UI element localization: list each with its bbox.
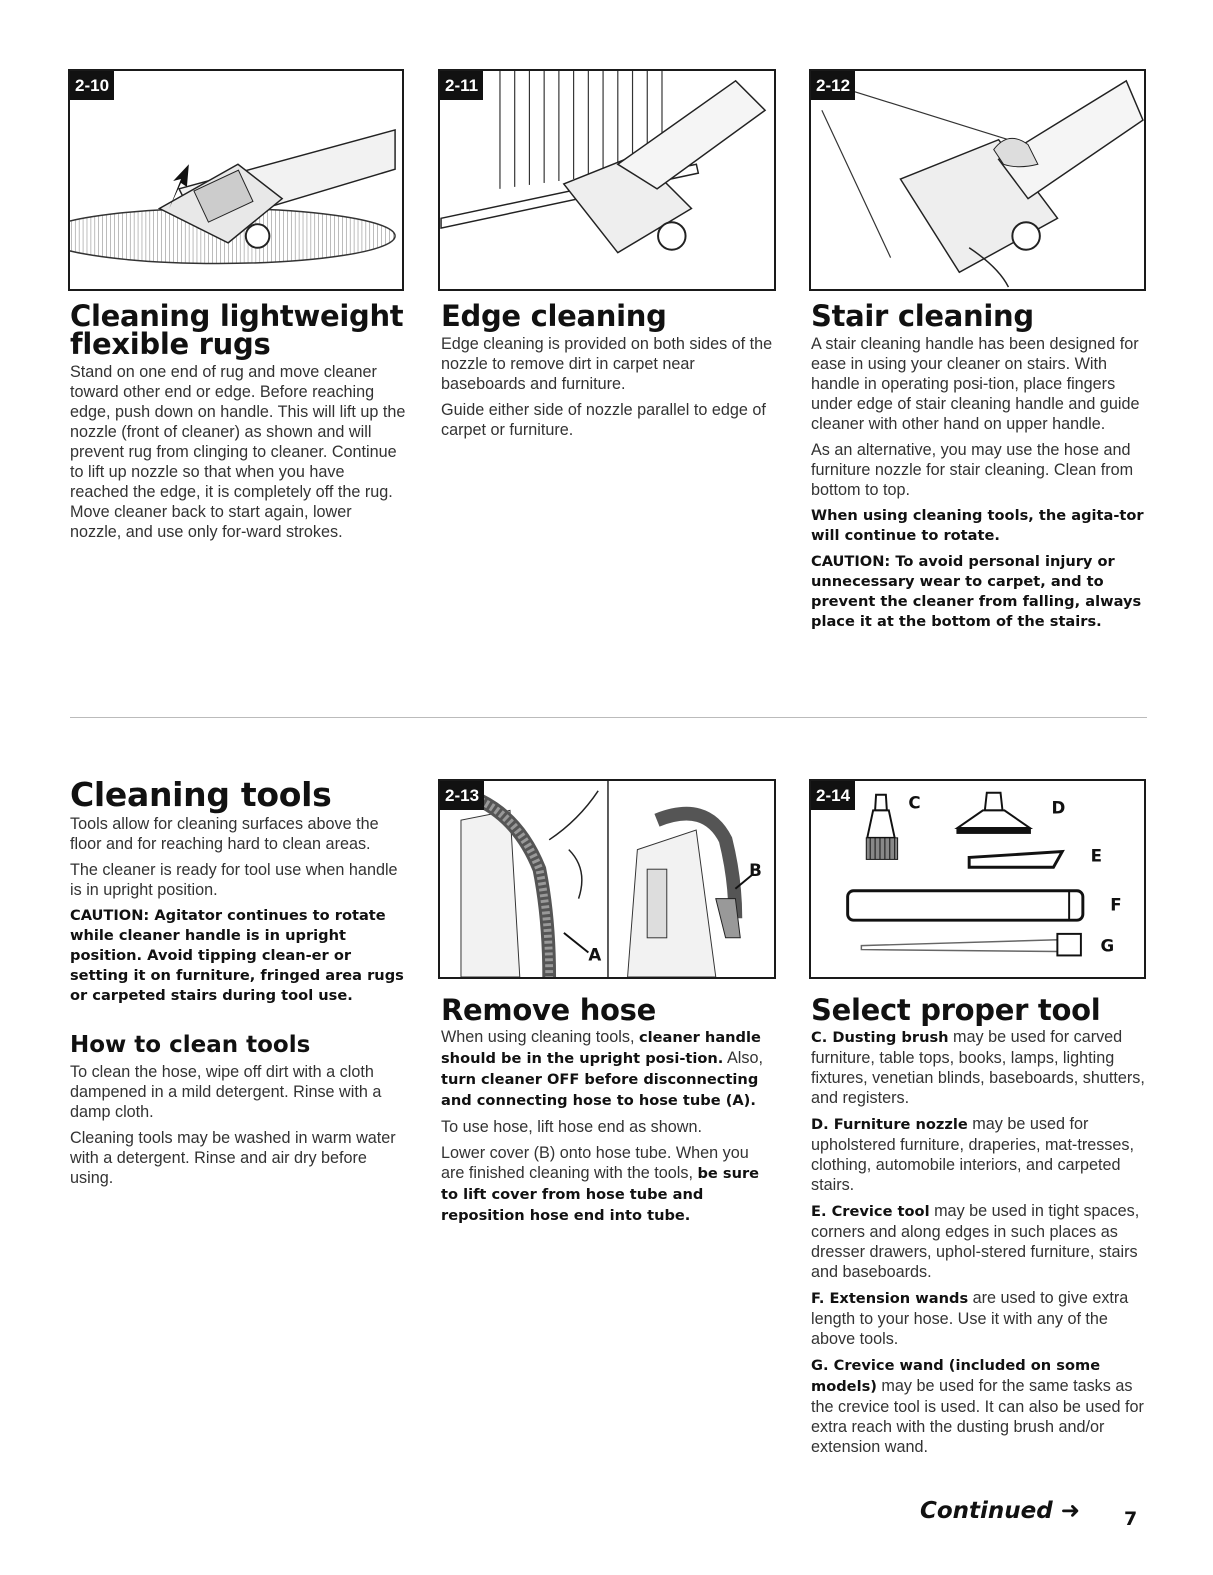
tool-e-text: [811, 1201, 1147, 1282]
crevice-wand-icon: [861, 934, 1081, 956]
tool-c-text: [811, 1027, 1147, 1108]
emphasis-text: be sure to lift cover from hose tube and reposition hose end into tube.: [441, 1165, 760, 1224]
tool-d-text: [811, 1114, 1147, 1195]
body-text: Also,: [723, 1049, 763, 1067]
page-number: 7: [1124, 1508, 1138, 1530]
body-text: Tools allow for cleaning surfaces above the floor and for reaching hard to clean areas.: [70, 815, 379, 853]
figure-2-11: [438, 69, 776, 291]
figure-label: 2-12: [811, 71, 855, 100]
body-text: To clean the hose, wipe off dirt with a cloth dampened in a mild detergent. Rinse with a damp cloth.: [70, 1063, 382, 1121]
edge-cleaning-illustration: [440, 71, 774, 289]
callout-a: A: [588, 945, 602, 965]
body-text: Guide either side of nozzle parallel to edge of carpet or furniture.: [441, 401, 766, 439]
body-text: Stand on one end of rug and move cleaner toward other end or edge. Before reaching edge, push down on handle. This will lift up the nozzle (front of cleaner) as shown and will prevent rug from clinging to cleaner. Continue to lift up nozzle so that when you have reached the edge, it is completely off the rug. Move cleaner back to start again, lower nozzle, and use only for-ward strokes.: [70, 363, 406, 541]
emphasis-text: cleaner handle should be in the upright posi-tion.: [441, 1029, 761, 1067]
body-text: When using cleaning tools,: [441, 1028, 639, 1046]
section-title: Remove hose: [441, 993, 657, 1027]
emphasis-text: G. Crevice wand (included on some models): [811, 1357, 1101, 1395]
figure-label: 2-14: [811, 781, 855, 810]
emphasis-text: D. Furniture nozzle: [811, 1116, 968, 1133]
figure-2-13: [438, 779, 776, 979]
callout-e: E: [1090, 846, 1103, 866]
section-rugs: [70, 299, 406, 548]
note-text: When using cleaning tools, the agita-tor will continue to rotate.: [811, 507, 1144, 544]
subsection-title: How to clean tools: [70, 1032, 311, 1058]
section-edge: [441, 299, 775, 446]
caution-text: CAUTION: To avoid personal injury or unnecessary wear to carpet, and to prevent the cleaner from falling, always place it at the bottom of the stairs.: [811, 553, 1142, 630]
body-text: are used to give extra length to your hose. Use it with any of the above tools.: [811, 1289, 1129, 1348]
emphasis-text: E. Crevice tool: [811, 1203, 930, 1220]
body-text: To use hose, lift hose end as shown.: [441, 1118, 702, 1136]
body-text: [441, 1027, 775, 1111]
remove-hose-illustration: [440, 781, 774, 977]
figure-2-12: [809, 69, 1146, 291]
body-text: As an alternative, you may use the hose and furniture nozzle for stair cleaning. Clean from bottom to top.: [811, 441, 1134, 499]
body-text: Cleaning tools may be washed in warm water with a detergent. Rinse and air dry before using.: [70, 1129, 396, 1187]
title-line-1: Cleaning lightweight: [70, 299, 404, 333]
body-text: The cleaner is ready for tool use when handle is in upright position.: [70, 861, 398, 899]
callout-b: B: [749, 861, 762, 881]
section-title: [70, 299, 406, 361]
emphasis-text: turn cleaner OFF before disconnecting and connecting hose to hose tube (A).: [441, 1071, 759, 1109]
body-text: may be used for carved furniture, table tops, books, lamps, lighting fixtures, venetian blinds, baseboards, shutters, and registers.: [811, 1028, 1145, 1107]
attachment-tools-illustration: [811, 781, 1144, 977]
figure-label: 2-13: [440, 781, 484, 810]
body-text: A stair cleaning handle has been designed for ease in using your cleaner on stairs. With handle in operating posi-tion, place fingers under edge of stair cleaning handle and guide cleaner with other hand on upper handle.: [811, 335, 1140, 433]
body-text: Lower cover (B) onto hose tube. When you are finished cleaning with the tools,: [441, 1144, 749, 1182]
section-title: Select proper tool: [811, 993, 1101, 1027]
body-text: may be used in tight spaces, corners and along edges in such places as dresser drawers, uphol-stered furniture, stairs and baseboards.: [811, 1202, 1140, 1281]
section-divider: [70, 717, 1147, 718]
callout-c: C: [908, 793, 921, 813]
extension-wand-icon: [848, 891, 1083, 920]
section-title: Edge cleaning: [441, 299, 667, 333]
figure-label: 2-10: [70, 71, 114, 100]
figure-2-14: [809, 779, 1146, 979]
title-line-2: flexible rugs: [70, 327, 271, 361]
stair-cleaning-illustration: [811, 71, 1144, 289]
continued-label: Continued ➜: [920, 1498, 1081, 1524]
tool-f-text: [811, 1288, 1147, 1349]
section-title: Cleaning tools: [70, 775, 332, 814]
caution-text: CAUTION: Agitator continues to rotate while cleaner handle is in upright position. Avoid tipping clean-er or setting it on furniture, fringed area rugs or carpeted stairs during tool use.: [70, 907, 404, 1004]
emphasis-text: F. Extension wands: [811, 1290, 969, 1307]
furniture-nozzle-icon: [956, 793, 1030, 834]
emphasis-text: C. Dusting brush: [811, 1029, 949, 1046]
crevice-tool-icon: [969, 852, 1062, 868]
section-select-tool: [811, 993, 1147, 1463]
dusting-brush-icon: [866, 795, 897, 860]
rug-cleaning-illustration: [70, 71, 402, 289]
figure-2-10: [68, 69, 404, 291]
body-text: may be used for upholstered furniture, draperies, mat-tresses, clothing, automobile interiors, and carpeted stairs.: [811, 1115, 1134, 1194]
tool-g-text: [811, 1355, 1147, 1457]
body-text: Edge cleaning is provided on both sides of the nozzle to remove dirt in carpet near baseboards and furniture.: [441, 335, 773, 393]
section-stair: [811, 299, 1147, 638]
section-tools: [70, 775, 406, 1194]
section-title: Stair cleaning: [811, 299, 1034, 333]
figure-label: 2-11: [440, 71, 483, 100]
callout-d: D: [1051, 798, 1066, 818]
body-text: [441, 1143, 775, 1226]
callout-g: G: [1100, 936, 1115, 956]
callout-f: F: [1110, 895, 1122, 915]
section-remove-hose: [441, 993, 775, 1232]
body-text: may be used for the same tasks as the crevice tool is used. It can also be used for extra reach with the dusting brush and/or extension wand.: [811, 1377, 1144, 1456]
